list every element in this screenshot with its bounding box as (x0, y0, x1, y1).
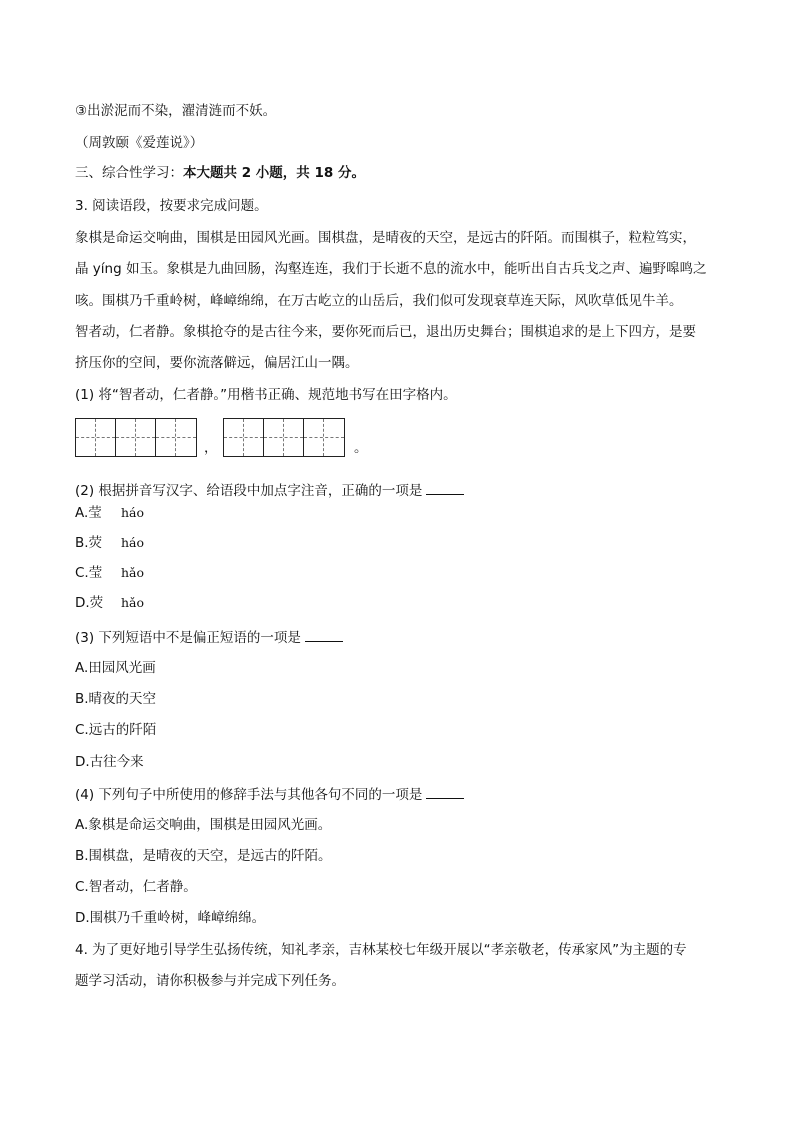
option-b[interactable]: B.围棋盘，是晴夜的天空，是远古的阡陌。 (75, 848, 332, 864)
tianzige-cell[interactable] (76, 419, 116, 456)
tianzige-cell[interactable] (224, 419, 264, 456)
option-char: A.莹 (75, 505, 102, 521)
answer-blank[interactable] (305, 627, 343, 642)
option-d[interactable]: D.围棋乃千重岭树，峰嶂绵绵。 (75, 910, 266, 926)
passage-line: 挤压你的空间，要你流落僻远，偏居江山一隅。 (75, 355, 359, 371)
option-c[interactable]: C.远古的阡陌 (75, 722, 157, 738)
option-char: C.莹 (75, 565, 103, 581)
option-b[interactable] (75, 533, 145, 553)
option-pinyin: háo (121, 505, 145, 520)
option-c[interactable]: C.智者动，仁者静。 (75, 879, 197, 895)
question-4-line: 4. 为了更好地引导学生弘扬传统，知礼孝亲，吉林某校七年级开展以“孝亲敬老，传承家风”为主题的专 (75, 942, 687, 958)
option-c[interactable] (75, 563, 145, 583)
question-4-line: 题学习活动，请你积极参与并完成下列任务。 (75, 973, 345, 989)
passage-line: 咳。围棋乃千重岭树，峰嶂绵绵，在万古屹立的山岳后，我们似可发现衰草连天际，风吹草低见牛羊。 (75, 293, 683, 309)
question-3-2-text: (2) 根据拼音写汉字、给语段中加点字注音，正确的一项是 (75, 483, 423, 499)
poem-line-3: ③出淤泥而不染，濯清涟而不妖。 (75, 103, 277, 119)
option-pinyin: hǎo (121, 595, 145, 610)
poem-source: （周敦颐《爱莲说》） (75, 135, 204, 151)
option-pinyin: háo (121, 535, 145, 550)
tianzige-cell[interactable] (156, 419, 196, 456)
question-3-title: 3. 阅读语段，按要求完成问题。 (75, 198, 268, 214)
question-3-1: (1) 将“智者动，仁者静。”用楷书正确、规范地书写在田字格内。 (75, 387, 457, 403)
option-a[interactable]: A.田园风光画 (75, 660, 156, 676)
question-3-2 (75, 480, 464, 501)
tianzige-grid-2[interactable] (223, 418, 345, 457)
tianzige-cell[interactable] (116, 419, 156, 456)
question-3-3-text: (3) 下列短语中不是偏正短语的一项是 (75, 630, 301, 646)
option-a[interactable]: A.象棋是命运交响曲，围棋是田园风光画。 (75, 817, 332, 833)
option-d[interactable] (75, 593, 145, 613)
question-3-4-text: (4) 下列句子中所使用的修辞手法与其他各句不同的一项是 (75, 787, 423, 803)
question-3-3 (75, 627, 343, 648)
answer-blank[interactable] (426, 784, 464, 799)
grid-comma: ， (204, 440, 218, 456)
section-prefix: 三、综合性学习： (75, 165, 183, 181)
option-b[interactable]: B.晴夜的天空 (75, 691, 157, 707)
section-score: 本大题共 2 小题，共 18 分。 (183, 165, 365, 181)
section-heading (75, 163, 365, 183)
tianzige-cell[interactable] (304, 419, 344, 456)
passage-line: 智者动，仁者静。象棋抢夺的是古往今来，要你死而后已，退出历史舞台；围棋追求的是上下四方，是要 (75, 324, 696, 340)
passage-line: 象棋是命运交响曲，围棋是田园风光画。围棋盘，是晴夜的天空，是远古的阡陌。而围棋子，粒粒笃实， (75, 230, 696, 246)
tianzige-grid-1[interactable] (75, 418, 197, 457)
option-d[interactable]: D.古往今来 (75, 754, 144, 770)
option-pinyin: hǎo (121, 565, 145, 580)
question-3-4 (75, 784, 464, 805)
option-char: D.荧 (75, 595, 104, 611)
answer-blank[interactable] (426, 480, 464, 495)
grid-period: 。 (354, 440, 368, 456)
tianzige-cell[interactable] (264, 419, 304, 456)
option-char: B.荧 (75, 535, 103, 551)
passage-line: 晶 yíng 如玉。象棋是九曲回肠，沟壑连连，我们于长逝不息的流水中，能听出自古兵戈之声、遍野嗥鸣之 (75, 261, 707, 277)
option-a[interactable] (75, 503, 145, 523)
